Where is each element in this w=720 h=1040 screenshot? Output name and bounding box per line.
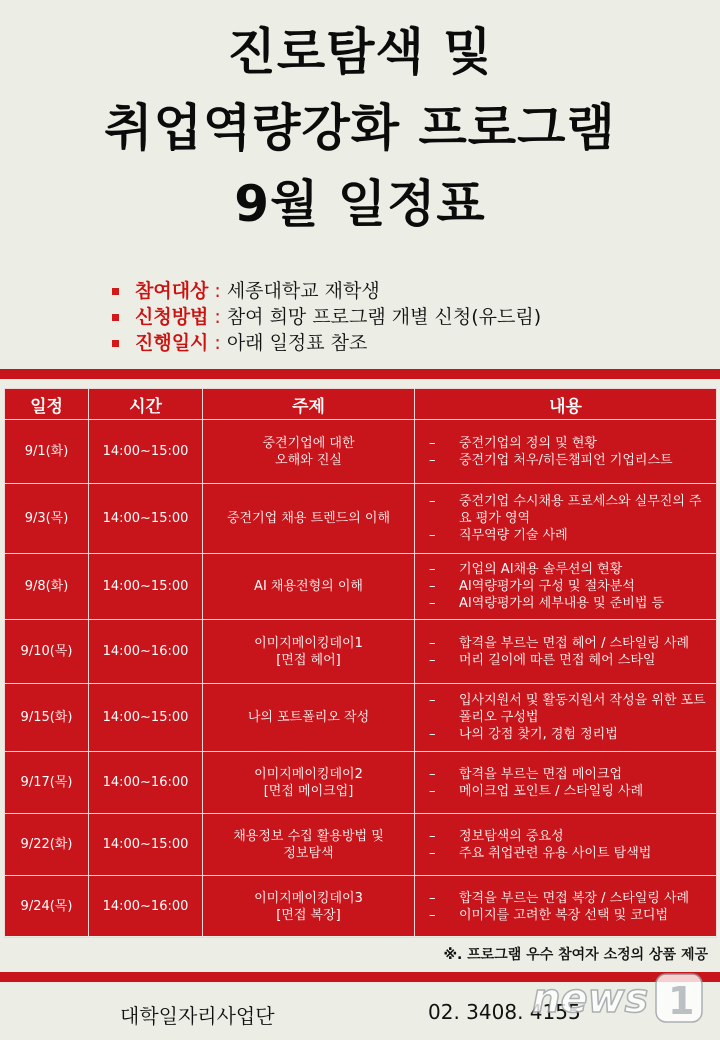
content-item (429, 452, 710, 469)
header-content: 내용 (415, 389, 717, 420)
cell-date: 9/15(화) (5, 684, 89, 752)
content-item (429, 652, 710, 669)
cell-content (415, 876, 717, 938)
cell-date: 9/10(목) (5, 620, 89, 684)
cell-topic (203, 876, 415, 938)
dash-icon: – (429, 907, 436, 923)
info-list (112, 278, 541, 356)
topic-line: [면접 메이크업] (263, 783, 354, 799)
schedule-table-wrapper (4, 388, 716, 936)
bullet-icon (112, 288, 119, 295)
dash-icon: – (429, 727, 436, 742)
cell-date: 9/24(목) (5, 876, 89, 938)
content-text: 메이크업 포인트 / 스타일링 사례 (459, 783, 644, 799)
table-row (5, 684, 717, 752)
content-text: 기업의 AI채용 솔루션의 현황 (459, 562, 623, 577)
header-time: 시간 (89, 389, 203, 420)
cell-topic (203, 420, 415, 484)
bullet-icon (112, 314, 119, 321)
content-item (429, 635, 710, 652)
info-separator: : (214, 306, 221, 328)
content-text: 합격을 부르는 면접 헤어 / 스타일링 사례 (459, 635, 690, 651)
dash-icon: – (429, 562, 436, 577)
table-row (5, 814, 717, 876)
cell-topic (203, 484, 415, 554)
topic-line: [면접 복장] (276, 907, 341, 923)
table-row (5, 876, 717, 938)
content-text: 중견기업 처우/히든챔피언 기업리스트 (459, 452, 673, 468)
cell-time: 14:00~16:00 (89, 876, 203, 938)
content-item (429, 907, 710, 924)
cell-date: 9/8(화) (5, 554, 89, 620)
content-item (429, 845, 710, 862)
title-line-2: 취업역량강화 프로그램 (104, 99, 616, 157)
cell-time: 14:00~15:00 (89, 814, 203, 876)
footer-organization: 대학일자리사업단 (120, 1004, 275, 1028)
svg-text:1: 1 (668, 979, 695, 1023)
dash-icon: – (429, 766, 436, 782)
topic-line: 중견기업 채용 트렌드의 이해 (226, 511, 391, 526)
cell-content (415, 814, 717, 876)
content-item (429, 766, 710, 783)
schedule-table (4, 388, 717, 938)
content-text: 합격을 부르는 면접 메이크업 (459, 766, 623, 782)
cell-time: 14:00~15:00 (89, 420, 203, 484)
content-text: AI역량평가의 세부내용 및 준비법 등 (459, 596, 665, 611)
page-title (0, 14, 720, 242)
topic-line: 나의 포트폴리오 작성 (247, 710, 370, 725)
table-row (5, 554, 717, 620)
content-text: 주요 취업관련 유용 사이트 탐색법 (459, 845, 652, 861)
content-item (429, 435, 710, 452)
top-red-band (0, 369, 720, 379)
content-item (429, 595, 710, 612)
info-item-target (112, 278, 541, 304)
content-item (429, 726, 710, 743)
dash-icon: – (429, 890, 436, 906)
content-text: 직무역량 기술 사례 (459, 528, 568, 543)
info-value: 참여 희망 프로그램 개별 신청(유드림) (226, 306, 542, 328)
footer-phone: 02. 3408. 4155 (428, 1000, 581, 1024)
dash-icon: – (429, 652, 436, 668)
news1-logo-icon (530, 966, 710, 1030)
table-row (5, 620, 717, 684)
info-label: 신청방법 (135, 306, 209, 328)
content-item (429, 692, 710, 726)
cell-topic (203, 620, 415, 684)
content-text: AI역량평가의 구성 및 절차분석 (459, 579, 635, 594)
dash-icon: – (429, 579, 436, 594)
cell-topic (203, 814, 415, 876)
dash-icon: – (429, 435, 436, 451)
cell-time: 14:00~16:00 (89, 752, 203, 814)
cell-time: 14:00~15:00 (89, 684, 203, 752)
cell-topic (203, 554, 415, 620)
cell-date: 9/1(화) (5, 420, 89, 484)
topic-line: 정보탐색 (283, 845, 334, 861)
cell-time: 14:00~15:00 (89, 484, 203, 554)
topic-line: 중견기업에 대한 (262, 435, 355, 451)
cell-date: 9/22(화) (5, 814, 89, 876)
prize-note: ※. 프로그램 우수 참여자 소정의 상품 제공 (443, 947, 708, 963)
content-text: 중견기업 수시채용 프로세스와 실무진의 주요 평가 영역 (459, 494, 702, 526)
table-header-row (5, 389, 717, 420)
topic-line: 채용정보 수집 활용방법 및 (233, 828, 384, 844)
header-topic: 주제 (203, 389, 415, 420)
dash-icon: – (429, 494, 436, 509)
bullet-icon (112, 340, 119, 347)
dash-icon: – (429, 693, 436, 708)
info-item-schedule (112, 330, 541, 356)
cell-content (415, 554, 717, 620)
title-line-3: 9월 일정표 (234, 175, 486, 233)
table-body (5, 420, 717, 938)
info-item-apply (112, 304, 541, 330)
cell-content (415, 420, 717, 484)
cell-time: 14:00~15:00 (89, 554, 203, 620)
dash-icon: – (429, 635, 436, 651)
info-value: 아래 일정표 참조 (226, 332, 368, 354)
table-row (5, 752, 717, 814)
svg-text:news: news (532, 976, 649, 1022)
dash-icon: – (429, 783, 436, 799)
topic-line: 이미지메이킹데이3 (254, 890, 363, 906)
dash-icon: – (429, 528, 436, 543)
dash-icon: – (429, 452, 436, 468)
content-text: 중견기업의 정의 및 현황 (459, 435, 597, 451)
cell-content (415, 620, 717, 684)
cell-content (415, 752, 717, 814)
content-text: 정보탐색의 중요성 (459, 828, 564, 844)
content-text: 나의 강점 찾기, 경험 정리법 (459, 727, 618, 742)
cell-topic (203, 752, 415, 814)
dash-icon: – (429, 845, 436, 861)
content-item (429, 828, 710, 845)
cell-content (415, 684, 717, 752)
info-separator: : (214, 280, 221, 302)
topic-line: 이미지메이킹데이1 (254, 635, 363, 651)
cell-topic (203, 684, 415, 752)
dash-icon: – (429, 828, 436, 844)
content-text: 머리 길이에 따른 면접 헤어 스타일 (459, 652, 656, 668)
topic-line: 이미지메이킹데이2 (254, 766, 363, 782)
content-item (429, 561, 710, 578)
table-row (5, 420, 717, 484)
content-item (429, 783, 710, 800)
cell-date: 9/3(목) (5, 484, 89, 554)
topic-line: 오해와 진실 (275, 452, 342, 468)
info-label: 진행일시 (135, 332, 209, 354)
info-label: 참여대상 (135, 280, 209, 302)
content-text: 합격을 부르는 면접 복장 / 스타일링 사례 (459, 890, 690, 906)
content-item (429, 493, 710, 527)
cell-time: 14:00~16:00 (89, 620, 203, 684)
info-separator: : (214, 332, 221, 354)
content-item (429, 527, 710, 544)
content-item (429, 578, 710, 595)
topic-line: [면접 헤어] (276, 652, 341, 668)
topic-line: AI 채용전형의 이해 (254, 579, 363, 594)
cell-content (415, 484, 717, 554)
table-row (5, 484, 717, 554)
header-date: 일정 (5, 389, 89, 420)
content-text: 이미지를 고려한 복장 선택 및 코디법 (459, 907, 669, 923)
content-text: 입사지원서 및 활동지원서 작성을 위한 포트폴리오 구성법 (459, 693, 706, 725)
info-value: 세종대학교 재학생 (226, 280, 380, 302)
dash-icon: – (429, 596, 436, 611)
title-line-1: 진로탐색 및 (227, 23, 493, 81)
cell-date: 9/17(목) (5, 752, 89, 814)
content-item (429, 890, 710, 907)
